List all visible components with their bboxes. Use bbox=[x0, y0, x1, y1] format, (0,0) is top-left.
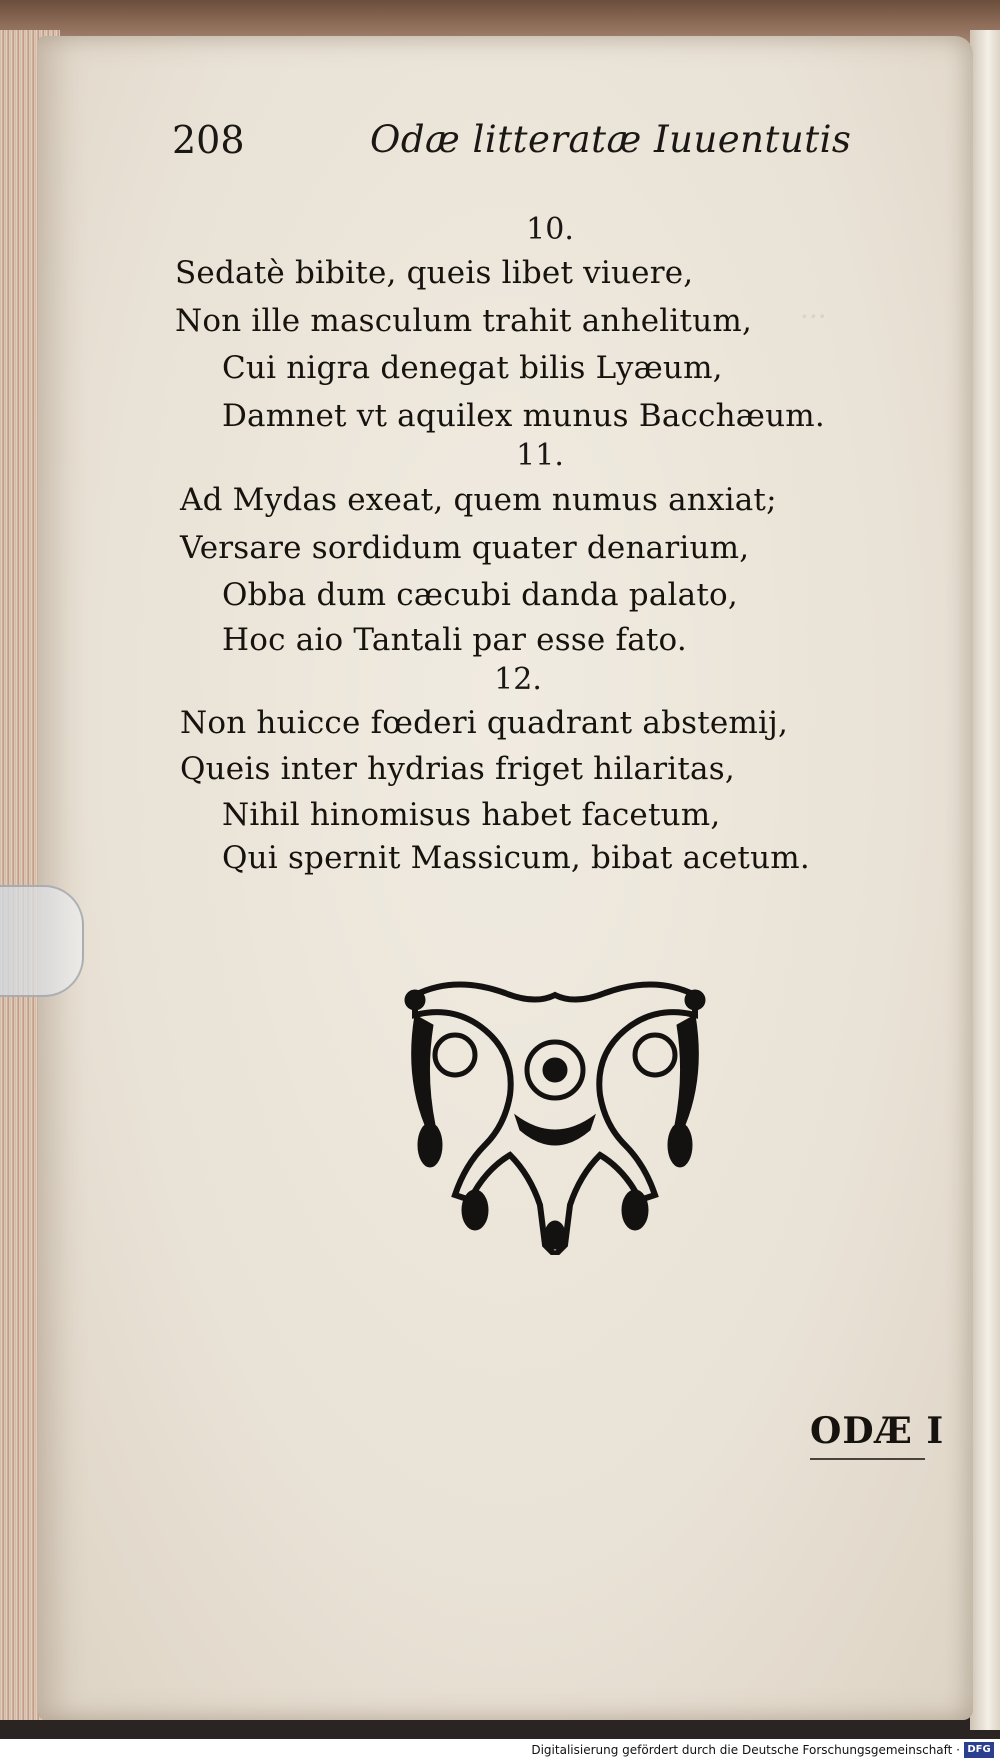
verse-line: Cui nigra denegat bilis Lyæum, bbox=[222, 350, 723, 386]
dfg-logo-icon: DFG bbox=[964, 1742, 994, 1758]
catchword: ODÆ I bbox=[810, 1410, 945, 1452]
verse-line: Sedatè bibite, queis libet viuere, bbox=[175, 255, 694, 291]
page-clip bbox=[0, 885, 84, 997]
funding-credit: Digitalisierung gefördert durch die Deutsche Forschungsgemeinschaft · bbox=[531, 1743, 960, 1757]
stanza-number: 12. bbox=[494, 662, 542, 697]
stanza-number: 10. bbox=[526, 212, 574, 247]
verse-line: Damnet vt aquilex munus Bacchæum. bbox=[222, 398, 825, 434]
verse-line: Queis inter hydrias friget hilaritas, bbox=[180, 751, 735, 787]
page-number: 208 bbox=[172, 118, 245, 162]
catchword-rule bbox=[810, 1458, 925, 1460]
running-title: Odæ litteratæ Iuuentutis bbox=[370, 118, 852, 161]
show-through-text: ··· bbox=[800, 300, 827, 333]
facing-page-edge bbox=[970, 30, 1000, 1730]
verse-line: Versare sordidum quater denarium, bbox=[180, 530, 750, 566]
verse-line: Non ille masculum trahit anhelitum, bbox=[175, 303, 753, 339]
ornament-icon bbox=[395, 975, 715, 1255]
stanza-number: 11. bbox=[516, 438, 564, 473]
verse-line: Non huicce fœderi quadrant abstemij, bbox=[180, 705, 789, 741]
verse-line: Hoc aio Tantali par esse fato. bbox=[222, 622, 687, 658]
verse-line: Nihil hinomisus habet facetum, bbox=[222, 797, 721, 833]
footer-bar bbox=[0, 1739, 1000, 1761]
verse-line: Ad Mydas exeat, quem numus anxiat; bbox=[180, 482, 777, 518]
verse-line: Qui spernit Massicum, bibat acetum. bbox=[222, 840, 810, 876]
page-header bbox=[0, 118, 1000, 178]
verse-line: Obba dum cæcubi danda palato, bbox=[222, 577, 738, 613]
